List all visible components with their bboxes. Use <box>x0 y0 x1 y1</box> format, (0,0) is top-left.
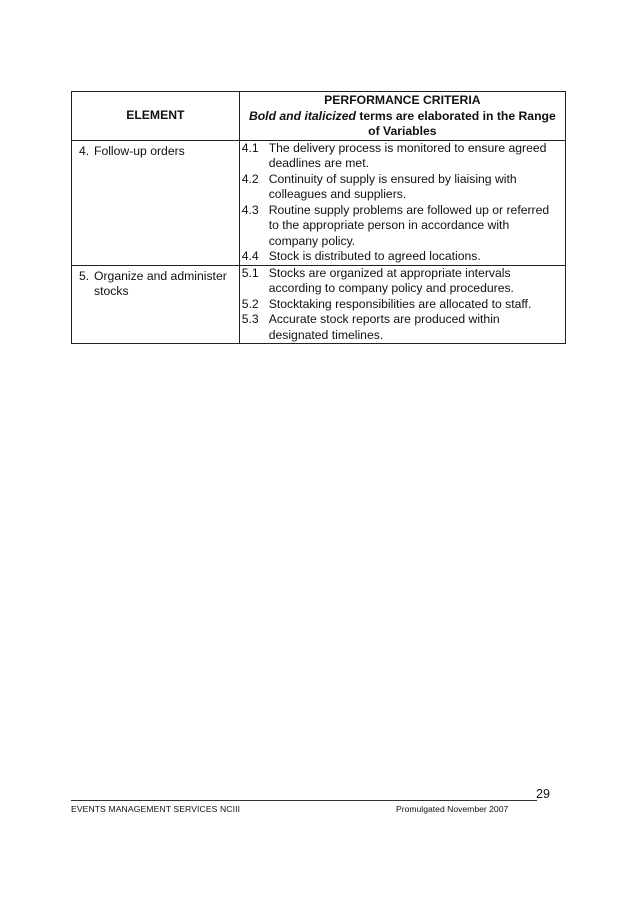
criteria-number: 4.3 <box>241 202 259 217</box>
footer-promulgation-date: Promulgated November 2007 <box>396 804 509 814</box>
element-number: 5. <box>79 268 90 283</box>
element-cell <box>72 140 240 265</box>
criteria-text: The delivery process is monitored to ensure agreed deadlines are met. <box>268 140 547 170</box>
criteria-header-emphasis: Bold and italicized <box>248 108 356 123</box>
criteria-text: Routine supply problems are followed up or referred to the appropriate person in accordance with company policy. <box>268 202 550 248</box>
criteria-number: 4.2 <box>241 171 259 186</box>
criteria-text: Stock is distributed to agreed locations. <box>268 249 481 263</box>
table-row <box>72 140 566 265</box>
element-cell <box>72 265 240 344</box>
page-number: 29 <box>536 787 550 801</box>
footer-divider <box>71 800 537 801</box>
element-title: Organize and administer stocks <box>94 268 227 298</box>
element-column-header: ELEMENT <box>72 92 240 141</box>
element-number: 4. <box>79 143 90 158</box>
criteria-number: 4.4 <box>241 249 259 263</box>
criteria-item <box>242 249 562 265</box>
criteria-number: 4.1 <box>241 140 259 155</box>
footer-document-title: EVENTS MANAGEMENT SERVICES NCIII <box>71 804 241 814</box>
criteria-text: Continuity of supply is ensured by liaising with colleagues and suppliers. <box>268 171 517 201</box>
criteria-item <box>242 203 562 250</box>
criteria-column-header <box>239 92 565 141</box>
criteria-cell <box>239 140 565 265</box>
criteria-header-title: PERFORMANCE CRITERIA <box>324 93 481 107</box>
criteria-text: Stocks are organized at appropriate intervals according to company policy and procedures. <box>268 265 514 295</box>
criteria-cell <box>239 265 565 344</box>
table-header-row <box>72 92 566 141</box>
criteria-item <box>242 172 562 203</box>
competency-table <box>71 91 566 344</box>
table-row <box>72 265 566 344</box>
criteria-item <box>242 141 562 172</box>
criteria-number: 5.1 <box>241 265 259 280</box>
criteria-text: Accurate stock reports are produced within designated timelines. <box>268 312 500 342</box>
criteria-item <box>242 266 562 297</box>
criteria-header-note: terms are elaborated in the Range of Variables <box>355 108 556 138</box>
criteria-text: Stocktaking responsibilities are allocated to staff. <box>268 296 532 311</box>
criteria-item <box>242 312 562 343</box>
criteria-item <box>242 297 562 313</box>
criteria-number: 5.3 <box>241 312 259 326</box>
element-title: Follow-up orders <box>94 143 185 158</box>
criteria-number: 5.2 <box>241 296 259 311</box>
